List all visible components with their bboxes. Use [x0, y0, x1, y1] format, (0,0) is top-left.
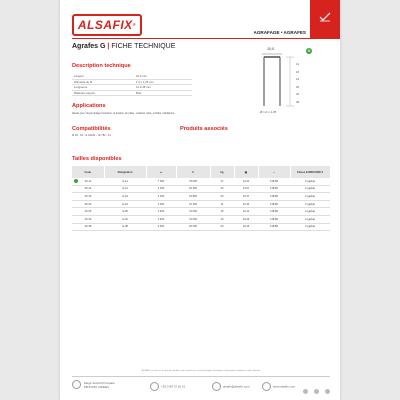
table-cell	[258, 215, 290, 223]
facebook-icon[interactable]	[303, 389, 308, 394]
table-cell	[176, 208, 210, 216]
table-cell	[210, 200, 234, 208]
cell-value: 2 (galva)	[304, 187, 316, 191]
footer	[72, 380, 330, 392]
cell-value: 31 100	[189, 202, 197, 206]
cell-value: 2 (galva)	[304, 179, 316, 183]
table-cell	[104, 193, 146, 201]
globe-icon	[262, 382, 271, 391]
cell-value: 3 010	[157, 194, 165, 198]
product-code: 46-32	[84, 217, 92, 221]
table-cell	[210, 185, 234, 193]
table-cell	[234, 185, 258, 193]
category-label: AGRAFAGE • AGRAFES	[253, 30, 306, 35]
table-cell	[234, 208, 258, 216]
table-cell	[176, 178, 210, 185]
wire-label: Ø 1,0 x 1,25	[260, 110, 277, 114]
table-cell	[176, 215, 210, 223]
table-row	[72, 200, 330, 208]
product-code: 46-25	[84, 210, 92, 214]
column-header	[146, 166, 176, 178]
table-cell	[234, 223, 258, 231]
product-code-cell	[72, 215, 104, 223]
table-cell	[290, 200, 330, 208]
cell-value: 2 (galva)	[304, 194, 316, 198]
table-cell	[176, 193, 210, 201]
description-heading: Description technique	[72, 63, 131, 69]
product-code: 46-11	[84, 179, 92, 183]
cell-value: 118,89	[270, 179, 278, 183]
cell-value: 79 000	[189, 179, 197, 183]
table-cell	[210, 215, 234, 223]
cell-value: 14,67	[242, 187, 250, 191]
table-cell	[146, 215, 176, 223]
table-row	[72, 223, 330, 231]
phone-icon	[150, 382, 159, 391]
compatibilities-heading: Compatibilités	[72, 126, 111, 132]
table-cell	[104, 178, 146, 185]
table-row	[72, 178, 330, 185]
linkedin-icon[interactable]	[314, 389, 319, 394]
cell-value: 2 (galva)	[304, 217, 316, 221]
table-cell	[290, 178, 330, 185]
related-products-heading: Produits associés	[180, 126, 228, 132]
spec-table	[72, 74, 192, 96]
cell-value: 2 400	[157, 210, 165, 214]
spec-row	[72, 90, 192, 96]
footer-divider	[72, 376, 330, 377]
table-cell	[210, 193, 234, 201]
cell-value: 11	[220, 202, 224, 206]
cell-value: G-11	[122, 179, 128, 183]
column-header-label: kg	[220, 170, 224, 174]
product-code-cell	[72, 193, 104, 201]
product-code-cell	[72, 185, 104, 193]
table-row	[72, 208, 330, 216]
cell-value: 118,89	[270, 187, 278, 191]
cell-value: 2 400	[157, 225, 165, 229]
table-cell	[146, 208, 176, 216]
cell-value: 118,89	[270, 202, 278, 206]
table-cell	[104, 223, 146, 231]
table-cell	[258, 193, 290, 201]
sizes-table	[72, 166, 331, 231]
table-cell	[290, 215, 330, 223]
cell-value: G-25	[122, 210, 128, 214]
cell-value: G-32	[122, 217, 128, 221]
cell-value: 26 000	[189, 225, 197, 229]
cell-value: 118,89	[270, 225, 278, 229]
table-cell	[104, 200, 146, 208]
footer-website[interactable]: www.alsafix.com	[262, 382, 295, 391]
cell-value: 31 000	[189, 210, 197, 214]
table-cell	[210, 178, 234, 185]
cell-value: 7 000	[157, 179, 165, 183]
applications-text: Idéale pour l'assemblage bois/bois, la fixation de pilles, matériel, latte, profilés, habillactio...	[72, 112, 177, 115]
download-corner[interactable]	[310, 0, 340, 38]
pdf-icon	[319, 12, 331, 22]
length-label: 32	[296, 92, 300, 96]
table-row	[72, 185, 330, 193]
location-icon	[72, 380, 81, 389]
cell-value: 118,89	[270, 210, 278, 214]
spec-label: Matériau support	[72, 90, 134, 96]
length-label: 12	[296, 62, 300, 66]
cell-value: 2 400	[157, 217, 165, 221]
product-code-cell	[72, 223, 104, 231]
footer-phone[interactable]: +33 3 88 72 16 51	[150, 382, 185, 391]
product-code-cell	[72, 208, 104, 216]
social-links	[302, 381, 330, 399]
table-cell	[146, 178, 176, 185]
alsafix-logo: ALSAFIX®	[72, 14, 142, 36]
column-header	[176, 166, 210, 178]
staple-gun-icon: ⌐	[273, 170, 275, 174]
table-cell	[290, 193, 330, 201]
cell-value: 12,41	[242, 210, 250, 214]
spec-label: Diamètre du fil	[72, 79, 134, 85]
sizes-heading: Tailles disponibles	[72, 156, 122, 162]
header-divider	[72, 38, 340, 39]
product-code: 46-14	[84, 187, 92, 191]
column-header	[258, 166, 290, 178]
cell-value: 17	[220, 179, 224, 183]
table-cell	[210, 223, 234, 231]
column-header	[290, 166, 330, 178]
table-cell	[104, 185, 146, 193]
document-page	[60, 0, 340, 400]
cell-value: 10,23	[242, 225, 250, 229]
column-header	[234, 166, 258, 178]
cell-value: 118,89	[270, 194, 278, 198]
cell-value: 42 400	[189, 187, 197, 191]
table-cell	[104, 215, 146, 223]
youtube-icon[interactable]	[325, 389, 330, 394]
applications-heading: Applications	[72, 103, 106, 109]
spec-value: 1,0 x 1,25 mm	[134, 79, 192, 85]
product-badge-dot	[74, 179, 78, 183]
cell-value: 12,41	[242, 179, 250, 183]
cell-value: 10,23	[242, 217, 250, 221]
spec-value: Bois	[134, 90, 192, 96]
footer-email[interactable]: alsafix@alsafix.com	[212, 382, 250, 391]
length-label: 25	[296, 84, 300, 89]
cell-value: G-14	[122, 187, 128, 191]
table-cell	[258, 185, 290, 193]
compatibilities-text: M 18 - 64 - G 44120 - JK 782 - 44	[72, 134, 111, 137]
footer-address: Siège Social Principale PB 87240 CRIEES	[72, 380, 115, 389]
spec-label: Largeur	[72, 74, 134, 79]
cell-value: 3 010	[157, 187, 165, 191]
disclaimer-note: ALSAFIX se réserve le droit de modifier sans préavis les caractéristiques techniques. Informations données à titre indicatif.	[141, 370, 261, 372]
table-cell	[258, 200, 290, 208]
table-cell	[234, 215, 258, 223]
cell-value: 15	[220, 210, 224, 214]
length-label: 16	[296, 69, 300, 74]
cell-value: 2 (galva)	[304, 210, 316, 214]
table-cell	[258, 223, 290, 231]
product-code: 46-19	[84, 194, 92, 198]
table-cell	[290, 223, 330, 231]
table-cell	[234, 200, 258, 208]
table-cell	[176, 223, 210, 231]
cell-value: G-22	[122, 202, 128, 206]
table-cell	[146, 193, 176, 201]
column-header	[210, 166, 234, 178]
cell-value: 2 400	[157, 202, 165, 206]
table-cell	[146, 185, 176, 193]
column-header	[72, 166, 104, 178]
table-cell	[210, 208, 234, 216]
email-icon	[212, 382, 221, 391]
column-header	[104, 166, 146, 178]
table-cell	[146, 200, 176, 208]
table-cell	[290, 185, 330, 193]
pallet-icon: ▦	[244, 170, 248, 174]
cell-value: 118,89	[270, 217, 278, 221]
product-code: 46-22	[84, 202, 92, 206]
table-cell	[176, 185, 210, 193]
product-code: 46-38	[84, 225, 92, 229]
cell-value: G-19	[122, 194, 128, 198]
cell-value: 10,47	[242, 194, 250, 198]
cell-value: G-38	[122, 225, 128, 229]
length-label: 19	[296, 77, 300, 81]
table-cell	[234, 178, 258, 185]
cell-value: 24	[220, 194, 224, 198]
cell-value: 2 (galva)	[304, 202, 316, 206]
staple-diagram	[260, 44, 340, 124]
spec-label: Longueurs	[72, 85, 134, 91]
cell-value: 20	[220, 225, 224, 229]
length-label: 38	[296, 99, 300, 104]
table-row	[72, 193, 330, 201]
box-icon: ▭	[159, 170, 163, 174]
table-cell	[104, 208, 146, 216]
table-cell	[290, 208, 330, 216]
product-badge: G	[307, 49, 311, 53]
cell-value: 2 (galva)	[304, 225, 316, 229]
product-code-cell	[72, 178, 104, 185]
product-code-cell	[72, 200, 104, 208]
table-cell	[258, 178, 290, 185]
table-cell	[258, 208, 290, 216]
table-row	[72, 215, 330, 223]
column-header-label: Désignation	[117, 170, 133, 174]
width-label: 10,0	[267, 47, 274, 51]
column-header-label: Code	[84, 170, 91, 174]
page-title: Agrafes G | FICHE TECHNIQUE	[72, 43, 176, 50]
spec-value: 10,0 mm	[134, 74, 192, 79]
cell-value: 22	[220, 187, 224, 191]
table-cell	[234, 193, 258, 201]
cell-value: 31 000	[189, 217, 197, 221]
cell-value: 19	[220, 217, 224, 221]
table-cell	[146, 223, 176, 231]
column-header-label: Classe EUROCODE 5	[296, 170, 324, 174]
table-cell	[176, 200, 210, 208]
cell-value: 44 860	[189, 194, 197, 198]
cell-value: 13,10	[242, 202, 250, 206]
spec-value: 12 à 38 mm	[134, 85, 192, 91]
staples-icon: ⊓	[191, 170, 195, 174]
